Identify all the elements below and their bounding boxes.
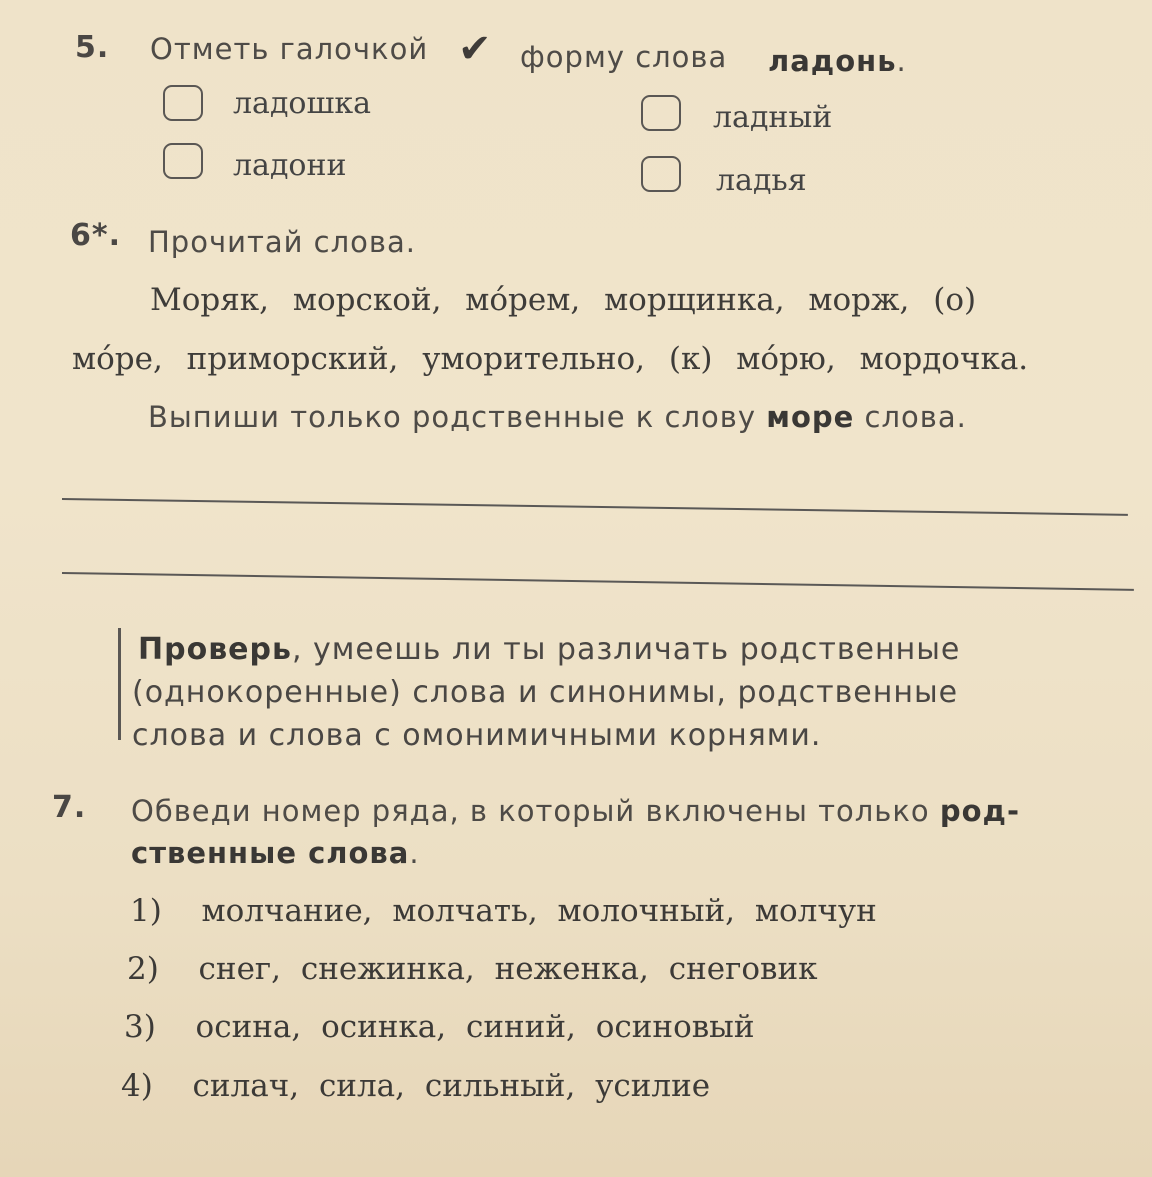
task6-instruction: Выпиши только родственные к слову море слова. bbox=[148, 400, 967, 434]
checkbox-ladoni[interactable] bbox=[163, 143, 203, 179]
task7-row-1[interactable]: 1) молчание, молчать, молочный, молчун bbox=[130, 893, 877, 929]
task7-row-2[interactable]: 2) снег, снежинка, неженка, снеговик bbox=[127, 951, 818, 987]
checkmark-icon: ✔ bbox=[458, 26, 492, 72]
task6-words-line1: Моряк, морской, мо́рем, морщинка, морж, (о) bbox=[150, 282, 977, 318]
check-block-bar bbox=[118, 628, 121, 740]
task5-text-after: форму слова bbox=[520, 40, 728, 74]
checkbox-ladoshka[interactable] bbox=[163, 85, 203, 121]
task5-text-before: Отметь галочкой bbox=[150, 32, 429, 66]
task5-number: 5. bbox=[75, 30, 110, 65]
answer-line-2[interactable] bbox=[62, 572, 1134, 591]
checkbox-ladnyi[interactable] bbox=[641, 95, 681, 131]
row-number[interactable]: 4) bbox=[121, 1068, 153, 1104]
task7-number: 7. bbox=[52, 790, 87, 825]
task7-line2: ственные слова. bbox=[131, 836, 420, 870]
row-number[interactable]: 1) bbox=[130, 893, 162, 929]
answer-line-1[interactable] bbox=[62, 498, 1128, 516]
check-line-3: слова и слова с омонимичными корнями. bbox=[132, 718, 822, 753]
task7-row-4[interactable]: 4) силач, сила, сильный, усилие bbox=[121, 1068, 711, 1104]
checkbox-ladya[interactable] bbox=[641, 156, 681, 192]
option-ladya: ладья bbox=[716, 163, 807, 198]
task6-number: 6*. bbox=[70, 218, 121, 253]
row-number[interactable]: 3) bbox=[124, 1009, 156, 1045]
task5-keyword: ладонь. bbox=[768, 44, 907, 78]
check-line-2: (однокоренные) слова и синонимы, родственные bbox=[132, 675, 959, 710]
option-ladoshka: ладошка bbox=[233, 86, 372, 121]
option-ladoni: ладони bbox=[233, 148, 347, 183]
task6-words-line2: мо́ре, приморский, уморительно, (к) мо́рю, мордочка. bbox=[72, 341, 1029, 377]
check-line-1: Проверь, умеешь ли ты различать родственные bbox=[138, 632, 961, 667]
option-ladnyi: ладный bbox=[713, 100, 833, 135]
row-number[interactable]: 2) bbox=[127, 951, 159, 987]
task7-row-3[interactable]: 3) осина, осинка, синий, осиновый bbox=[124, 1009, 755, 1045]
task6-title: Прочитай слова. bbox=[148, 225, 416, 259]
task7-line1: Обведи номер ряда, в который включены только род- bbox=[131, 794, 1020, 828]
